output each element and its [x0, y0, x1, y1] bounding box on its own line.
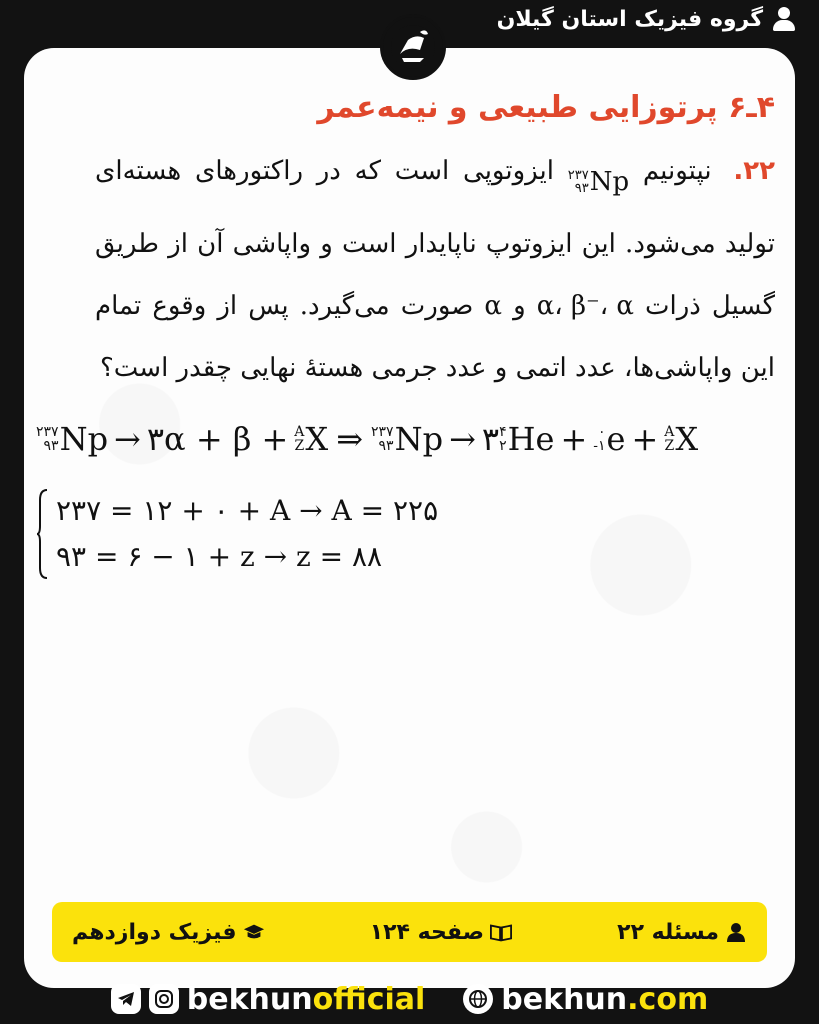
eq-right-electron — [593, 420, 625, 458]
footer-page — [370, 920, 512, 945]
he-atomic: ۲ — [499, 438, 507, 454]
problem-text-1: نپتونیم — [642, 156, 712, 186]
eq-left-particles: ۳α + β + — [146, 420, 289, 458]
problem-text-4: صورت می‌گیرد. پس از وقوع تمام این واپاشی‌ها، عدد اتمی و عدد جرمی هستهٔ نهایی چقدر است؟ — [95, 291, 775, 383]
e-mass: ۰ — [597, 424, 606, 440]
problem-text-2: ایزوتوپی است که در راکتورهای هسته‌ای تولید می‌شود. این ایزوتوپ ناپایدار است و واپاشی آن از طریق گسیل ذرات — [95, 156, 776, 321]
eq-right-x — [664, 420, 698, 458]
eq-right-np-symbol: Np — [394, 420, 444, 458]
brace-icon — [36, 488, 48, 580]
website-link[interactable] — [463, 982, 708, 1017]
eq-right-x-mass: A — [664, 424, 675, 440]
bottom-links — [0, 978, 819, 1020]
neptunium-nuclide — [568, 151, 629, 213]
group-header — [497, 6, 797, 32]
eq-left-x-mass: A — [294, 424, 305, 440]
book-open-icon — [490, 922, 512, 942]
eq-right-np — [371, 420, 443, 458]
bekhun-logo — [380, 14, 446, 80]
he-symbol: He — [507, 420, 555, 458]
eq-left-np-atomic: ۹۳ — [43, 438, 59, 454]
footer-problem — [617, 920, 747, 945]
particle-last: α — [484, 291, 502, 321]
eq-left-np-symbol: Np — [59, 420, 109, 458]
social-handle[interactable] — [111, 982, 426, 1017]
eq-left-np — [36, 420, 108, 458]
eq-right-x-symbol: X — [675, 420, 699, 458]
instagram-icon[interactable] — [149, 984, 179, 1014]
globe-icon[interactable] — [463, 984, 493, 1014]
e-atomic: -۱ — [593, 438, 606, 454]
graduation-cap-icon — [243, 922, 265, 942]
he-mass: ۴ — [499, 424, 507, 440]
handle-suffix: official — [312, 981, 426, 1017]
footer-page-label: صفحه ۱۲۴ — [369, 919, 484, 945]
site-suffix: .com — [627, 981, 709, 1017]
footer-problem-label: مسئله ۲۲ — [617, 919, 719, 945]
eq-right-arrow: → — [449, 420, 476, 458]
user-icon — [771, 6, 797, 32]
student-icon — [725, 922, 747, 942]
problem-text — [95, 140, 775, 399]
footer-book-label: فیزیک دوازدهم — [72, 919, 237, 945]
nuclide-symbol: Np — [589, 167, 630, 197]
eq-left-x-atomic: Z — [294, 438, 305, 454]
eq-right-plus-2: + — [631, 420, 659, 458]
eq-right-plus-1: + — [560, 420, 588, 458]
eq-left-x-symbol: X — [305, 420, 329, 458]
nuclide-mass: ۲۳۷ — [567, 168, 589, 183]
eq-right-np-mass: ۲۳۷ — [371, 424, 394, 440]
telegram-icon[interactable] — [111, 984, 141, 1014]
handle-prefix: bekhun — [186, 981, 313, 1017]
equation-system — [36, 488, 438, 580]
eq-left-np-mass: ۲۳۷ — [36, 424, 59, 440]
atomic-equation: ۹۳ = ۶ − ۱ + z → z = ۸۸ — [56, 540, 383, 573]
eq-left-x — [294, 420, 328, 458]
group-name: گروه فیزیک استان گیلان — [496, 6, 763, 32]
site-prefix: bekhun — [501, 981, 628, 1017]
logo-icon — [390, 24, 436, 70]
eq-right-coef: ۳ — [481, 420, 500, 458]
nuclide-atomic: ۹۳ — [574, 181, 589, 196]
problem-number: ۲۲. — [733, 156, 776, 186]
decay-equation — [36, 420, 786, 458]
particles-list: α، β⁻، α — [536, 291, 634, 321]
eq-left-arrow: → — [114, 420, 141, 458]
problem-text-3: و — [513, 291, 526, 321]
footer-bar — [52, 902, 767, 962]
eq-right-np-atomic: ۹۳ — [378, 438, 394, 454]
implies-symbol: ⇒ — [336, 420, 364, 458]
e-symbol: e — [606, 420, 626, 458]
mass-equation: ۲۳۷ = ۱۲ + ۰ + A → A = ۲۲۵ — [56, 494, 439, 527]
section-title: ۴ـ۶ پرتوزایی طبیعی و نیمه‌عمر — [317, 90, 775, 125]
eq-right-he — [499, 420, 554, 458]
eq-right-x-atomic: Z — [664, 438, 675, 454]
footer-book — [72, 920, 264, 945]
